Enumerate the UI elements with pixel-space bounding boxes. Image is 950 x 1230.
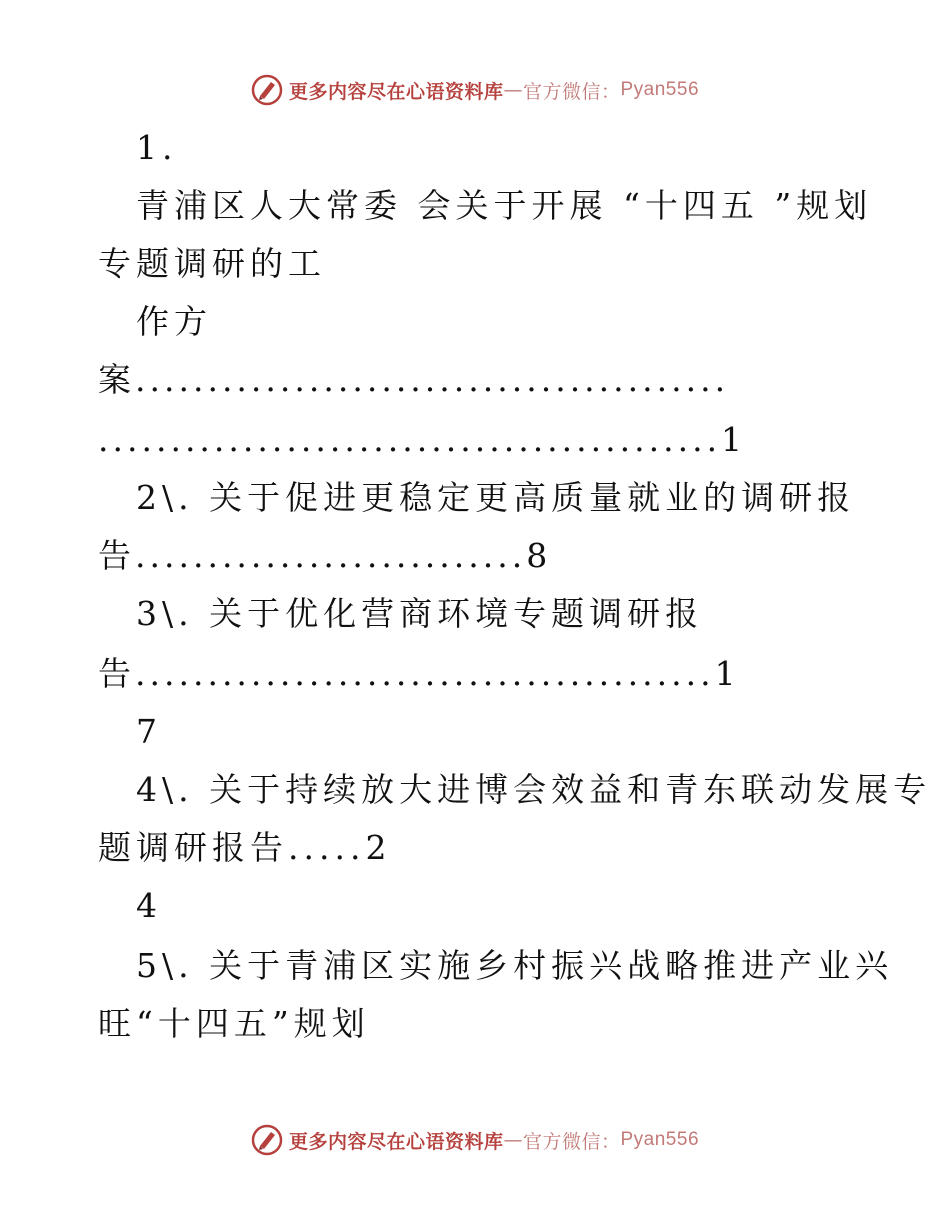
watermark-main: 更多内容尽在心语资料库 (288, 1130, 504, 1153)
toc-line-12: 4\. 关于持续放大进博会效益和青东联动发展专 (136, 770, 932, 809)
watermark-id: Pyan556 (620, 79, 700, 100)
toc-line-10: 告........................................1 (98, 654, 740, 693)
watermark-header (0, 72, 950, 108)
toc-line-5: 案......................................... (98, 360, 730, 399)
watermark-main: 更多内容尽在心语资料库 (288, 80, 504, 103)
toc-line-11: 7 (136, 712, 162, 751)
watermark-id: Pyan556 (620, 1129, 700, 1150)
toc-line-6: ...........................................1 (98, 420, 747, 459)
toc-line-2: 青浦区人大常委 会关于开展 “十四五 ”规划 (136, 186, 873, 225)
toc-line-16: 旺“十四五”规划 (98, 1004, 370, 1043)
toc-line-9: 3\. 关于优化营商环境专题调研报 (136, 594, 704, 633)
pen-logo-icon (251, 1124, 283, 1156)
toc-line-13: 题调研报告.....2 (98, 828, 392, 867)
watermark-dash: — (503, 1129, 523, 1151)
toc-line-4: 作方 (136, 302, 212, 341)
watermark-wechat: 官方微信： (522, 80, 621, 103)
toc-line-15: 5\. 关于青浦区实施乡村振兴战略推进产业兴 (136, 946, 894, 985)
watermark-footer (0, 1122, 950, 1158)
watermark-dash: — (503, 79, 523, 101)
toc-line-1: 1. (136, 128, 178, 167)
toc-line-8: 告...........................8 (98, 536, 552, 575)
pen-logo-icon (251, 74, 283, 106)
watermark-wechat: 官方微信： (522, 1130, 621, 1153)
toc-line-3: 专题调研的工 (98, 244, 326, 283)
toc-line-14: 4 (136, 886, 162, 925)
toc-line-7: 2\. 关于促进更稳定更高质量就业的调研报 (136, 478, 856, 517)
